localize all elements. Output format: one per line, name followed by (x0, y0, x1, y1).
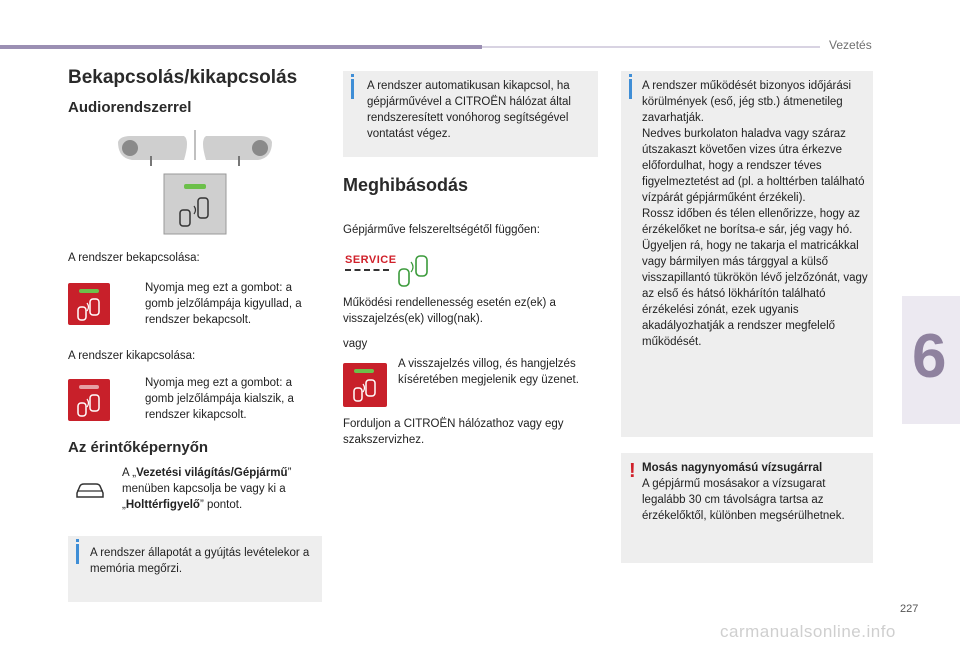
watermark: carmanualsonline.info (720, 622, 896, 641)
touch-mid: ” menüben kapcsolja be vagy ki a „ (122, 467, 292, 511)
blink-text: A visszajelzés villog, és hangjelzés kíséretében megjelenik egy üzenet. (398, 358, 579, 386)
or-text: vagy (343, 338, 368, 350)
indicator-led-icon (184, 184, 206, 189)
blind-spot-warning-icon (394, 254, 436, 288)
menu-item-name: Holttérfigyelő (125, 499, 200, 511)
menu-name: Vezetési világítás/Gépjármű (136, 467, 288, 479)
touchscreen-instruction (122, 465, 322, 513)
off-step: Nyomja meg ezt a gombot: a gomb jelzőlámpája kialszik, a rendszer kikapcsolt. (145, 377, 294, 421)
page-number: 227 (900, 603, 919, 615)
blind-spot-button-off[interactable] (68, 379, 110, 421)
blind-spot-button-blinking (343, 363, 387, 407)
info-text: A rendszer állapotát a gyújtás levételekor a memória megőrzi. (90, 547, 310, 575)
on-step: Nyomja meg ezt a gombot: a gomb jelzőlámpája kigyullad, a rendszer bekapcsolt. (145, 282, 302, 326)
fault-heading: Meghibásodás (343, 175, 469, 195)
service-warning-icon (345, 254, 397, 280)
chapter-number: 6 (912, 322, 947, 391)
service-label: SERVICE (345, 254, 397, 266)
warning-text: A gépjármű mosásakor a vízsugarat legalább 30 cm távolságra tartsa az érzékelőktől, különben megsérülhetnek. (642, 478, 845, 522)
led-on-icon (354, 369, 374, 373)
led-on-icon (79, 289, 99, 293)
blind-spot-icon (74, 393, 104, 417)
warning-title: Mosás nagynyomású vízsugárral (642, 462, 823, 474)
off-intro: A rendszer kikapcsolása: (68, 350, 196, 362)
section-title: Vezetés (829, 38, 872, 52)
blind-spot-button[interactable] (68, 283, 110, 325)
contact-text: Forduljon a CITROËN hálózathoz vagy egy szakszervizhez. (343, 418, 564, 446)
blind-spot-icon (74, 297, 104, 321)
info-box-weather (621, 71, 873, 437)
warning-box-washing (621, 453, 873, 563)
equipment-note: Gépjárműve felszereltségétől függően: (343, 224, 540, 236)
led-off-icon (79, 385, 99, 389)
chapter-tab (902, 296, 960, 424)
blind-spot-icon (350, 378, 380, 402)
on-intro: A rendszer bekapcsolása: (68, 252, 200, 264)
mirror-illustration (112, 128, 278, 238)
info-text: A rendszer automatikusan kikapcsol, ha gépjárművével a CITROËN hálózat által rendszeresített vonóhorog segítségével vontatást végez. (367, 80, 571, 140)
malfunction-text: Működési rendellenesség esetén ez(ek) a visszajelzés(ek) villog(nak). (343, 297, 556, 325)
touch-post: ” pontot. (199, 499, 243, 511)
info-icon (76, 544, 79, 564)
steering-wheel-icon (122, 140, 138, 156)
header-bar-thin (482, 46, 820, 48)
info-text: A rendszer működését bizonyos időjárási körülmények (eső, jég stb.) átmenetileg zavarhatják. Nedves burkolaton haladva vagy száraz útszakaszt követően vizes útra érkezve előfordulhat, hogy a rendszer téves figyelmeztetést ad (pl. a holttérben található vízpárát gépjárműként érzékeli). Rossz időben és télen ellenőrizze, hogy az érzékelőket ne borítsa-e sár, jég vagy hó. Ügyeljen rá, hogy ne takarja el matricákkal vagy bármilyen más tárggyal a külső visszapillantó tükrökön lévő jelzőzónát, vagy az első és hátsó lökhárítón található érzékelési zónát, ezek ugyanis akadályozhatják a rendszer megfelelő működését. (642, 80, 868, 348)
touchscreen-heading: Az érintőképernyőn (68, 439, 209, 456)
header-bar (0, 45, 482, 49)
info-box-towing (343, 71, 598, 157)
audio-heading: Audiorendszerrel (68, 99, 192, 116)
warning-icon: ! (629, 460, 636, 482)
info-box-memory (68, 536, 322, 602)
vehicle-menu-icon (74, 480, 106, 500)
page-title: Bekapcsolás/kikapcsolás (68, 67, 298, 88)
steering-wheel-icon (252, 140, 268, 156)
info-icon (351, 79, 354, 99)
info-icon (629, 79, 632, 99)
touch-pre: A „ (122, 467, 137, 479)
